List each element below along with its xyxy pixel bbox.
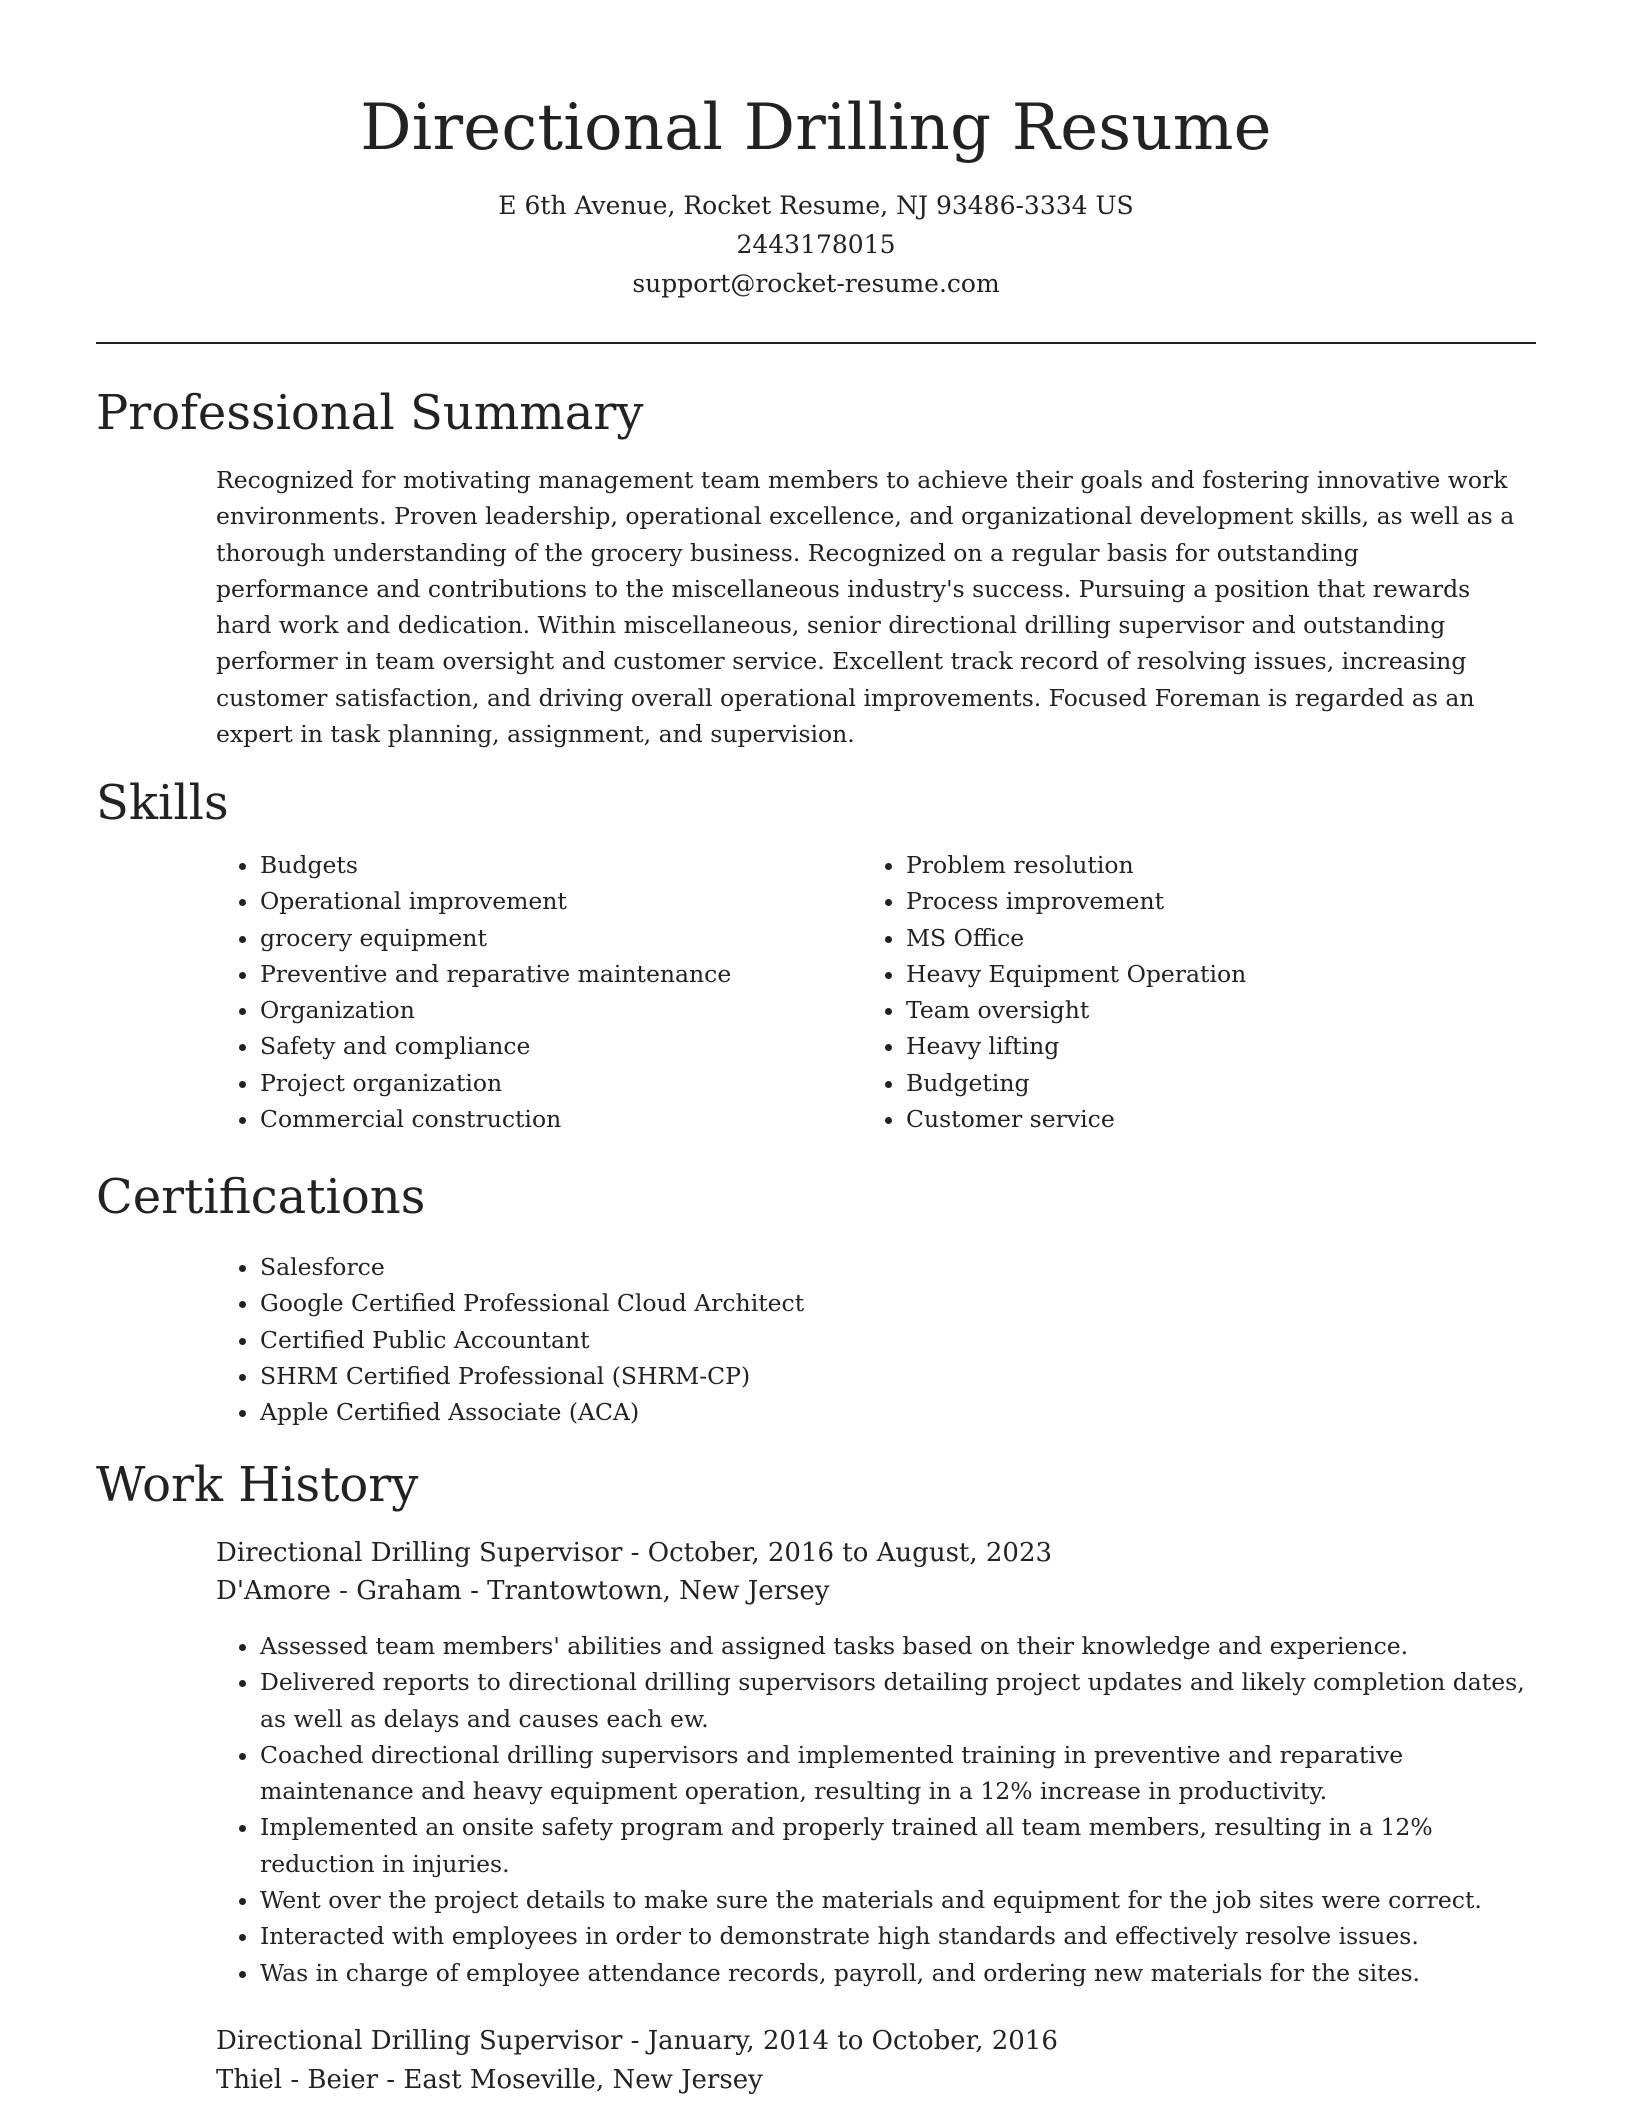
skill-item: • Commercial construction: [260, 1101, 860, 1137]
skill-item: • Organization: [260, 992, 860, 1028]
skill-item: • Operational improvement: [260, 883, 860, 919]
job-company: Thiel - Beier: [216, 2065, 379, 2095]
work-history-heading: Work History: [96, 1457, 419, 1513]
job-bullets: [216, 1628, 1530, 1991]
skill-item: • MS Office: [906, 920, 1506, 956]
skill-item: • Heavy Equipment Operation: [906, 956, 1506, 992]
job-title: Directional Drilling Supervisor: [216, 1538, 623, 1568]
job-title: Directional Drilling Supervisor: [216, 2026, 623, 2056]
skills-heading: Skills: [96, 775, 229, 831]
job-bullet: • Was in charge of employee attendance records, payroll, and ordering new materials for the sites.: [260, 1955, 1530, 1991]
job-dates: January, 2014 to October, 2016: [647, 2026, 1058, 2056]
contact-address: E 6th Avenue, Rocket Resume, NJ 93486-3334 US: [498, 191, 1134, 220]
contact-block: [0, 186, 1632, 303]
skill-item: • Safety and compliance: [260, 1028, 860, 1064]
job-bullet: • Implemented an onsite safety program and properly trained all team members, resulting in a 12% reduction in injuries.: [260, 1809, 1530, 1882]
skill-item: • Project organization: [260, 1065, 860, 1101]
job-title-line: Directional Drilling Supervisor - January, 2014 to October, 2016: [216, 2026, 1058, 2056]
job-location: Trantowtown, New Jersey: [487, 1576, 830, 1606]
job-dates: October, 2016 to August, 2023: [647, 1538, 1053, 1568]
skill-item: • Customer service: [906, 1101, 1506, 1137]
job-bullet: • Coached directional drilling supervisors and implemented training in preventive and reparative maintenance and heavy equipment operation, resulting in a 12% increase in productivity.: [260, 1737, 1530, 1810]
skill-item: • Budgeting: [906, 1065, 1506, 1101]
job-bullet: • Went over the project details to make sure the materials and equipment for the job sites were correct.: [260, 1882, 1530, 1918]
skill-item: • Budgets: [260, 847, 860, 883]
skills-list-right: [862, 847, 1506, 1137]
contact-email: support@rocket-resume.com: [632, 269, 1000, 298]
certifications-heading: Certifications: [96, 1169, 426, 1225]
job-company-line: D'Amore - Graham - Trantowtown, New Jersey: [216, 1576, 830, 1606]
resume-header: [0, 84, 1632, 303]
certification-item: • SHRM Certified Professional (SHRM-CP): [260, 1358, 1460, 1394]
contact-phone: 2443178015: [736, 230, 896, 259]
header-divider: [96, 342, 1536, 344]
job-location: East Moseville, New Jersey: [403, 2065, 763, 2095]
job-company: D'Amore - Graham: [216, 1576, 462, 1606]
job-title-line: Directional Drilling Supervisor - October, 2016 to August, 2023: [216, 1538, 1053, 1568]
job-bullet: • Interacted with employees in order to demonstrate high standards and effectively resolve issues.: [260, 1918, 1530, 1954]
summary-heading: Professional Summary: [96, 385, 644, 441]
certifications-list: [216, 1249, 1460, 1430]
job-bullet: • Assessed team members' abilities and assigned tasks based on their knowledge and experience.: [260, 1628, 1530, 1664]
skill-item: • Problem resolution: [906, 847, 1506, 883]
skill-item: • Heavy lifting: [906, 1028, 1506, 1064]
job-bullet: • Delivered reports to directional drilling supervisors detailing project updates and likely completion dates, as well as delays and causes each ew.: [260, 1664, 1530, 1737]
certification-item: • Certified Public Accountant: [260, 1322, 1460, 1358]
skill-item: • Team oversight: [906, 992, 1506, 1028]
skills-list-left: [216, 847, 860, 1137]
summary-text: Recognized for motivating management team members to achieve their goals and fostering innovative work environments. Proven leadership, operational excellence, and organizational development skills, as well as a thorough understanding of the grocery business. Recognized on a regular basis for outstanding performance and contributions to the miscellaneous industry's success. Pursuing a position that rewards hard work and dedication. Within miscellaneous, senior directional drilling supervisor and outstanding performer in team oversight and customer service. Excellent track record of resolving issues, increasing customer satisfaction, and driving overall operational improvements. Focused Foreman is regarded as an expert in task planning, assignment, and supervision.: [216, 466, 1515, 749]
skill-item: • Process improvement: [906, 883, 1506, 919]
certification-item: • Google Certified Professional Cloud Architect: [260, 1285, 1460, 1321]
skill-item: • grocery equipment: [260, 920, 860, 956]
resume-title: Directional Drilling Resume: [360, 91, 1272, 165]
certification-item: • Salesforce: [260, 1249, 1460, 1285]
certification-item: • Apple Certified Associate (ACA): [260, 1394, 1460, 1430]
skill-item: • Preventive and reparative maintenance: [260, 956, 860, 992]
job-company-line: Thiel - Beier - East Moseville, New Jersey: [216, 2065, 763, 2095]
